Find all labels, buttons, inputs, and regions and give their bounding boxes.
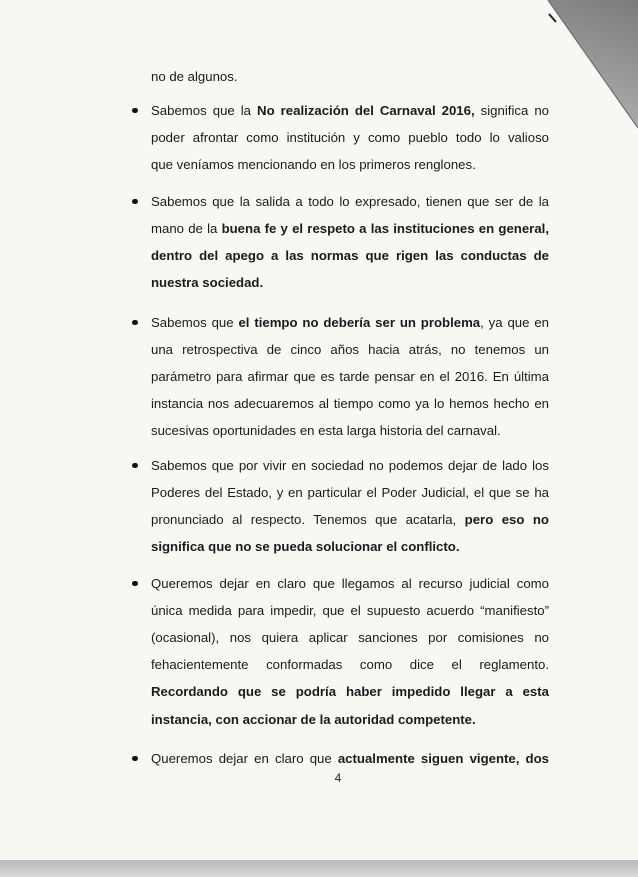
bullet-item xyxy=(151,570,549,733)
bold-text: Recordando que se podría haber impedido llegar a esta xyxy=(151,684,549,700)
text-line xyxy=(151,479,549,506)
body-text: Sabemos que xyxy=(151,314,239,330)
text-line xyxy=(151,63,549,90)
bullet-text xyxy=(151,97,549,179)
text-line xyxy=(151,151,549,178)
bullet-item xyxy=(151,745,549,772)
body-text: (ocasional), nos quiera aplicar sanciones por comisiones no xyxy=(151,629,549,645)
bullet-text xyxy=(151,452,549,561)
bold-text: actualmente siguen vigente, dos xyxy=(337,750,549,766)
text-line xyxy=(151,124,549,151)
bold-text: nuestra sociedad. xyxy=(151,275,264,291)
bullet-icon xyxy=(132,320,138,326)
text-line xyxy=(151,269,549,296)
text-line xyxy=(151,452,549,479)
body-text: una retrospectiva de cinco años hacia atrás, no tenemos un xyxy=(151,341,549,357)
bullet-text xyxy=(151,188,549,297)
bullet-item xyxy=(151,188,549,297)
bullet-item xyxy=(151,97,549,179)
bullet-icon xyxy=(132,108,138,114)
bold-text: el tiempo no debería ser un problema xyxy=(238,314,481,330)
text-line xyxy=(151,242,549,269)
body-text: Queremos dejar en claro que xyxy=(151,750,338,766)
text-line xyxy=(151,745,549,772)
text-line xyxy=(151,363,549,390)
text-line xyxy=(151,678,549,705)
text-line xyxy=(151,336,549,363)
body-text: pronunciado al respecto. Tenemos que acatarla, xyxy=(151,511,465,527)
body-text: Poderes del Estado, y en particular el Poder Judicial, el que se ha xyxy=(151,484,549,500)
body-text: no de algunos. xyxy=(151,68,238,84)
bullet-icon xyxy=(132,581,138,587)
body-text: poder afrontar como institución y como pueblo todo lo valioso xyxy=(151,129,549,145)
body-text: parámetro para afirmar que es tarde pensar en el 2016. En última xyxy=(151,368,549,384)
body-text: , ya que en xyxy=(480,314,550,330)
bold-text: instancia, con accionar de la autoridad competente. xyxy=(151,711,476,727)
body-text: Sabemos que la xyxy=(151,102,258,118)
bullet-text xyxy=(151,309,549,445)
text-line xyxy=(151,309,549,336)
bullet-text xyxy=(151,570,549,733)
body-text: Queremos dejar en claro que llegamos al recurso judicial como xyxy=(151,575,549,591)
text-line xyxy=(151,706,549,733)
body-text: fehacientemente conformadas como dice el reglamento. xyxy=(151,657,549,673)
text-line xyxy=(151,506,549,533)
bold-text: dentro del apego a las normas que rigen las conductas de xyxy=(151,247,549,263)
text-line xyxy=(151,597,549,624)
text-line xyxy=(151,417,549,444)
bullet-text xyxy=(151,745,549,772)
text-line xyxy=(151,651,549,678)
body-text: Sabemos que por vivir en sociedad no podemos dejar de lado los xyxy=(151,457,549,473)
bullet-icon xyxy=(132,756,138,762)
bold-text: buena fe y el respeto a las instituciones en general, xyxy=(221,220,549,236)
bullet-icon xyxy=(132,463,138,469)
text-line xyxy=(151,533,549,560)
bullet-item xyxy=(151,309,549,445)
body-text: significa no xyxy=(474,102,549,118)
bullet-item xyxy=(151,452,549,561)
body-text: mano de la xyxy=(151,220,222,236)
page-number: 4 xyxy=(334,771,342,785)
text-line xyxy=(151,215,549,242)
bold-text: No realización del Carnaval 2016, xyxy=(257,102,475,118)
body-text: que veníamos mencionando en los primeros renglones. xyxy=(151,156,476,172)
bullet-icon xyxy=(132,199,138,205)
text-line xyxy=(151,624,549,651)
text-line xyxy=(151,390,549,417)
body-text: Sabemos que la salida a todo lo expresado, tienen que ser de la xyxy=(151,193,549,209)
text-line xyxy=(151,570,549,597)
continuation-paragraph xyxy=(151,63,549,90)
text-line xyxy=(151,188,549,215)
bold-text: significa que no se pueda solucionar el conflicto. xyxy=(151,539,460,555)
bold-text: pero eso no xyxy=(464,511,549,527)
paragraph-text xyxy=(151,63,549,90)
text-line xyxy=(151,97,549,124)
body-text: única medida para impedir, que el supuesto acuerdo “manifiesto” xyxy=(151,602,549,618)
body-text: sucesivas oportunidades en esta larga historia del carnaval. xyxy=(151,423,501,439)
body-text: instancia nos adecuaremos al tiempo como ya lo hemos hecho en xyxy=(151,396,549,412)
